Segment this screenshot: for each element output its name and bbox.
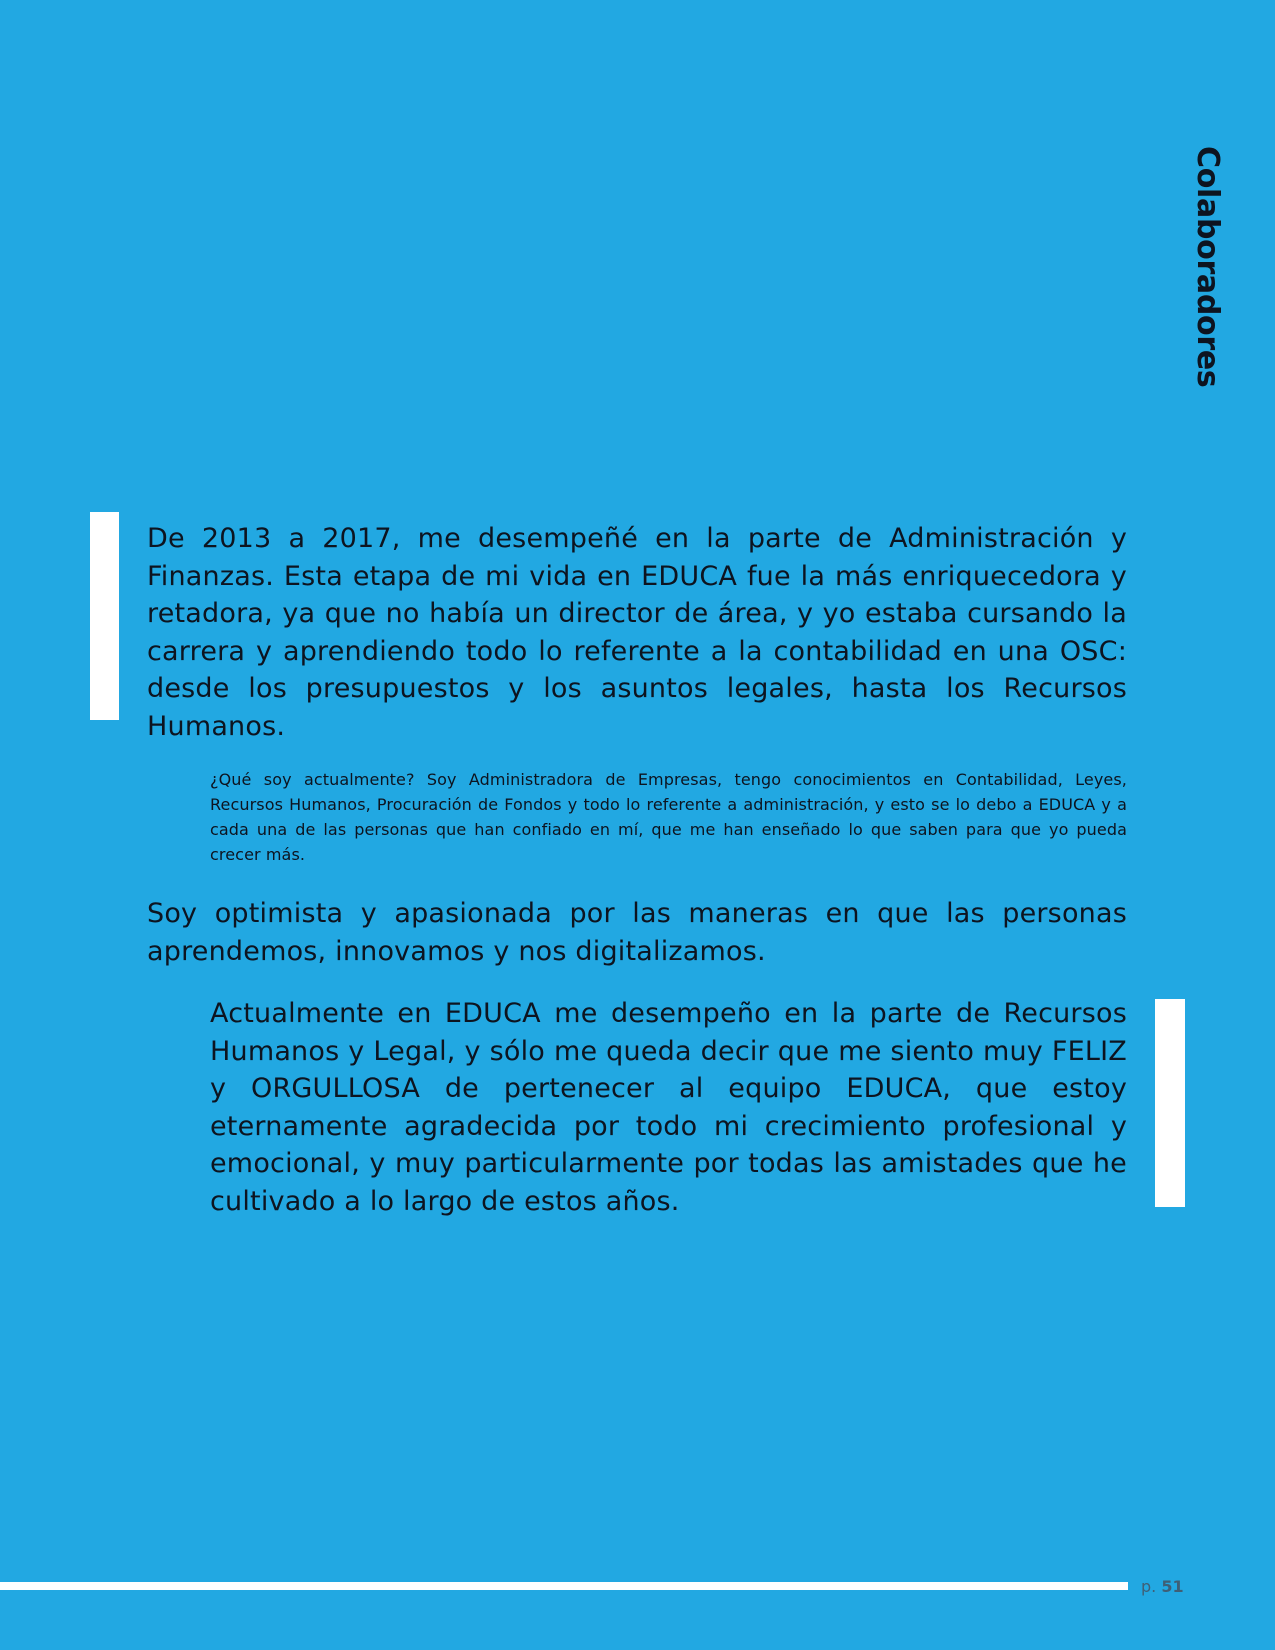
paragraph-que-soy-actualmente: ¿Qué soy actualmente? Soy Administradora de Empresas, tengo conocimientos en Contabilidad, Leyes, Recursos Humanos, Procuración de Fondos y todo lo referente a administración, y esto se lo debo a EDUCA y a cada una de las personas que han confiado en mí, que me han enseñado lo que saben para que yo pueda crecer más.: [210, 770, 1127, 864]
paragraph-admin-finanzas: De 2013 a 2017, me desempeñé en la parte de Administración y Finanzas. Esta etapa de mi vida en EDUCA fue la más enriquecedora y retadora, ya que no había un director de área, y yo estaba cursando la carrera y aprendiendo todo lo referente a la contabilidad en una OSC: desde los presupuestos y los asuntos legales, hasta los Recursos Humanos.: [147, 523, 1127, 742]
accent-bar-right: [1155, 999, 1185, 1207]
footer-rule: [0, 1582, 1128, 1590]
page-number-value: 51: [1161, 1577, 1184, 1596]
page-number: [1141, 1577, 1184, 1596]
accent-bar-left: [90, 512, 119, 720]
paragraph-optimista: Soy optimista y apasionada por las maneras en que las personas aprendemos, innovamos y nos digitalizamos.: [147, 898, 1127, 967]
section-label: Colaboradores: [1190, 146, 1225, 388]
page-prefix: p.: [1141, 1577, 1157, 1596]
paragraph-actualmente-educa: Actualmente en EDUCA me desempeño en la parte de Recursos Humanos y Legal, y sólo me queda decir que me siento muy FELIZ y ORGULLOSA de pertenecer al equipo EDUCA, que estoy eternamente agradecida por todo mi crecimiento profesional y emocional, y muy particularmente por todas las amistades que he cultivado a lo largo de estos años.: [210, 998, 1127, 1217]
